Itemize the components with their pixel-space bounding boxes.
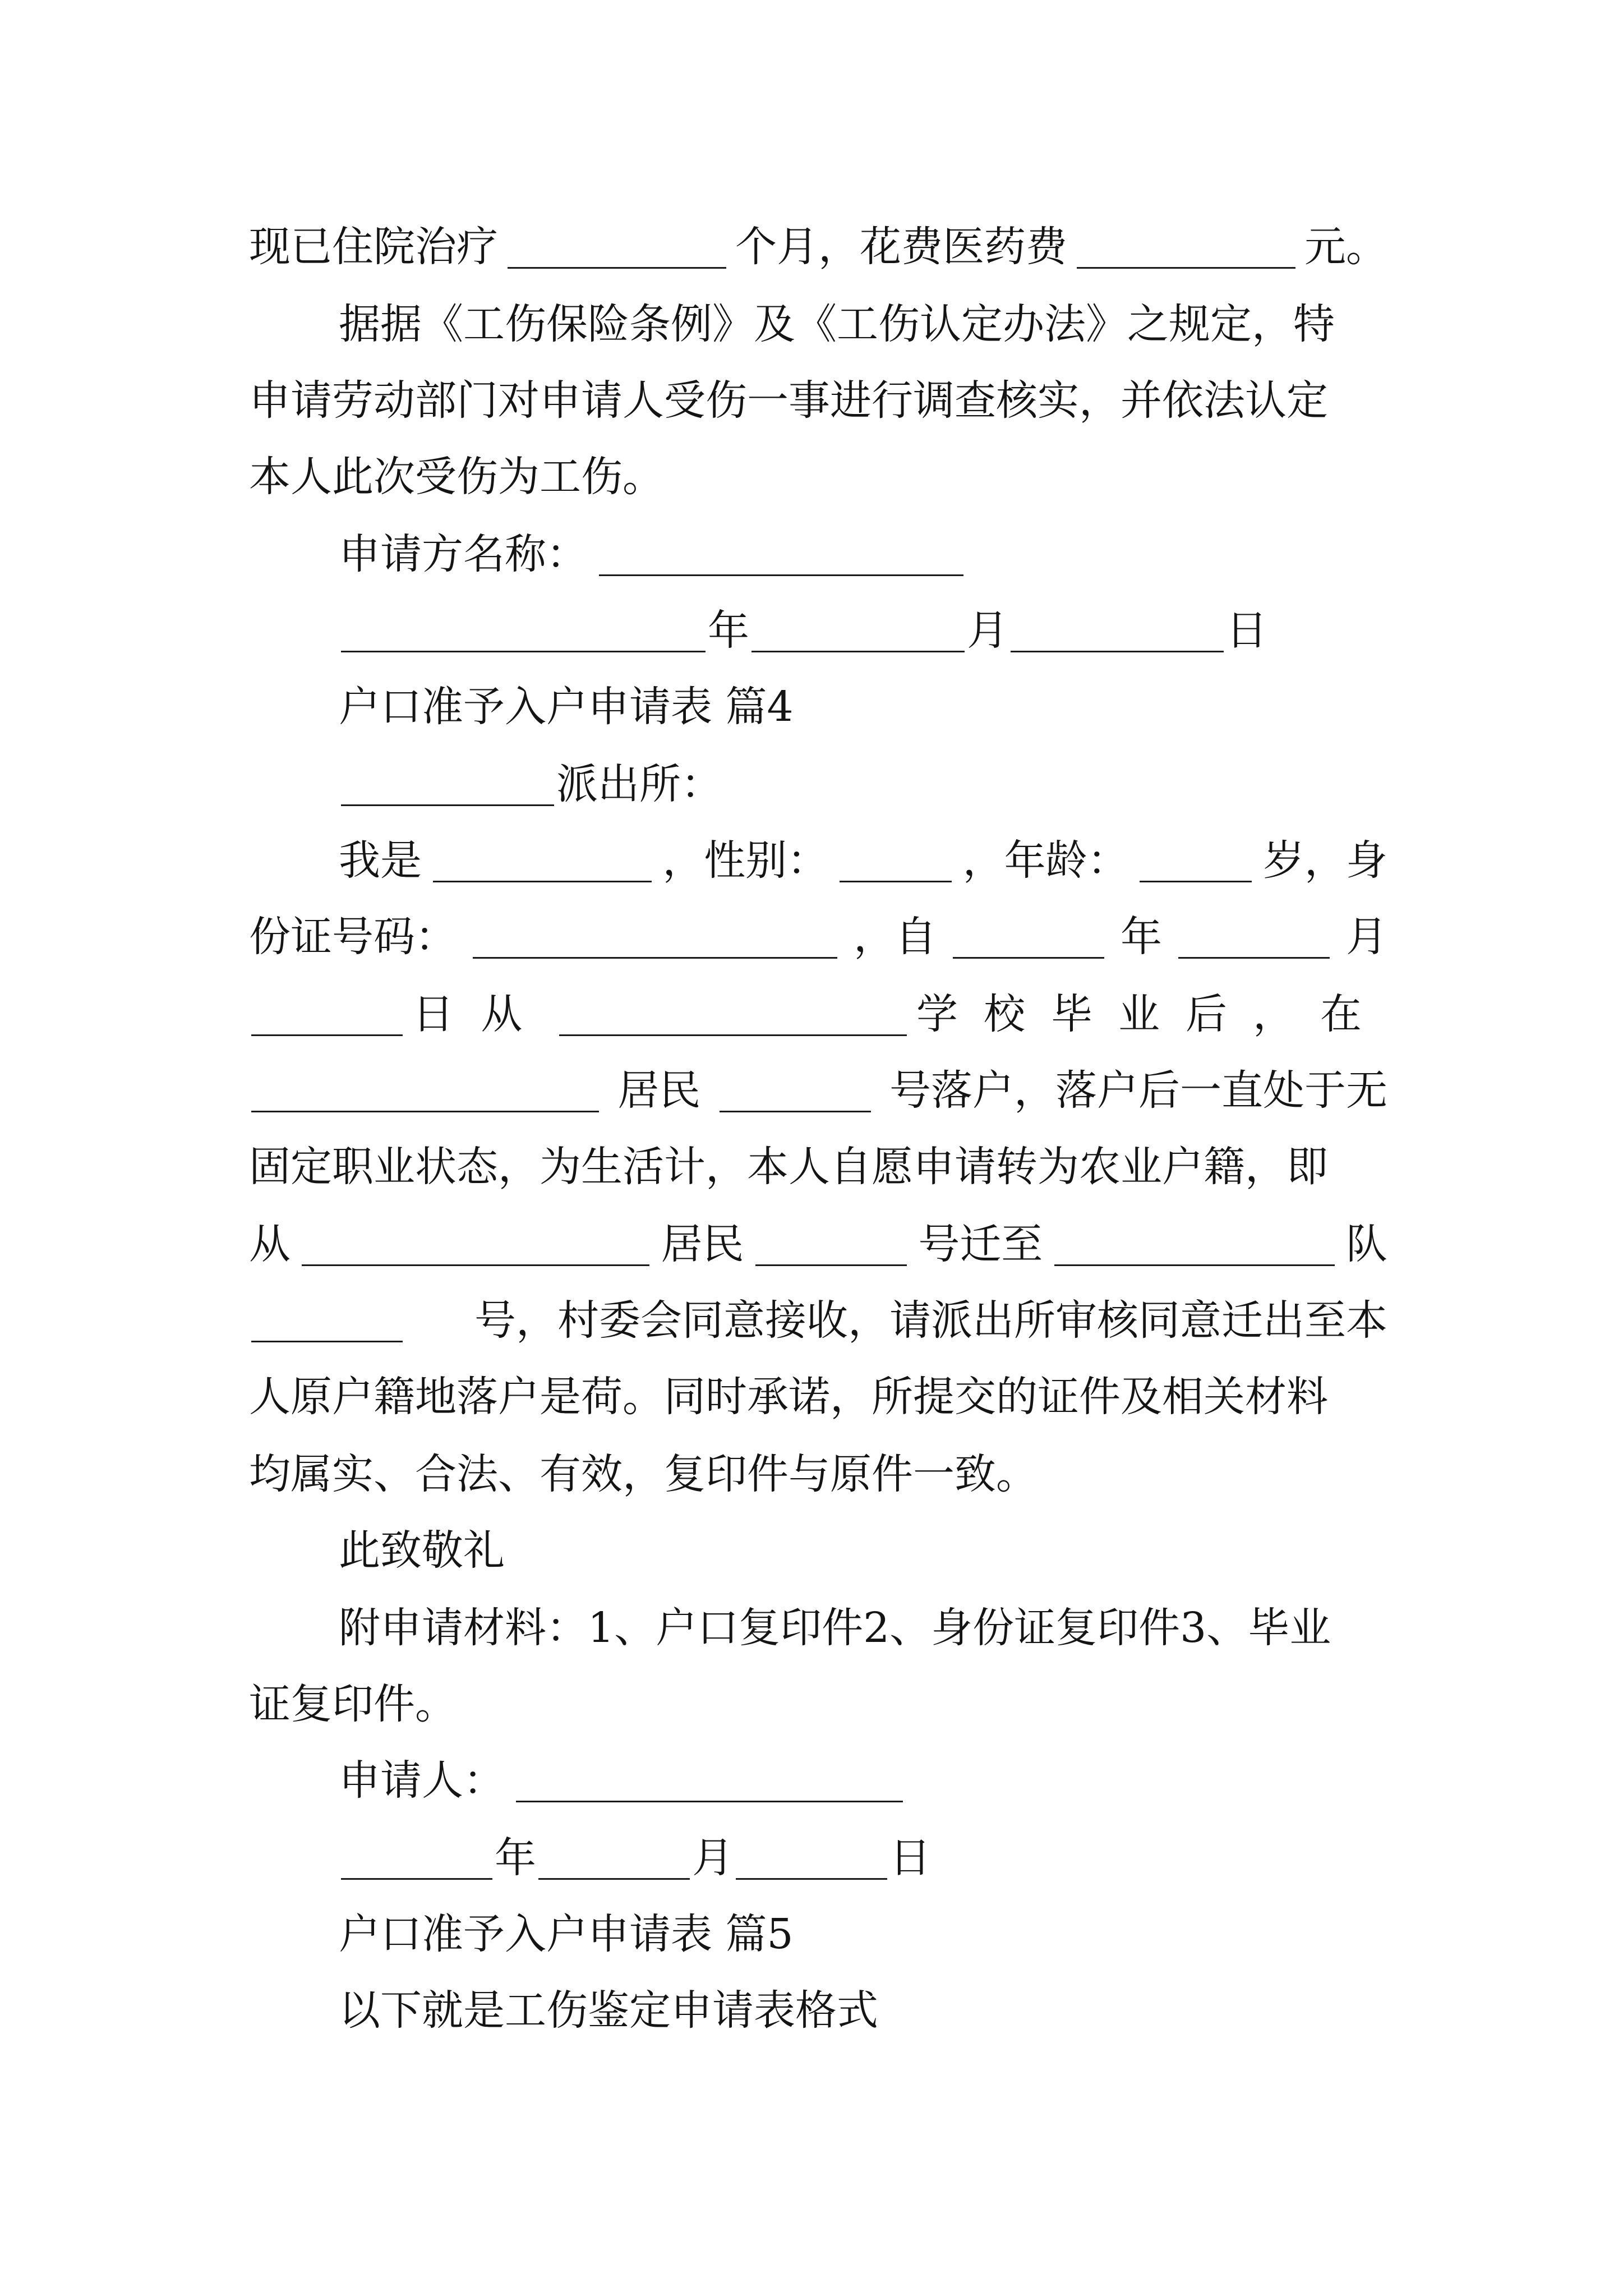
blank-field[interactable]: [1077, 234, 1295, 269]
team-field[interactable]: [1054, 1232, 1335, 1266]
text-segment: 居民: [617, 1066, 701, 1115]
text-segment: 固定职业状态，为生活计，本人自愿申请转为农业户籍，即: [249, 1143, 1328, 1191]
blank-field[interactable]: [508, 234, 726, 269]
name-field[interactable]: [433, 848, 652, 882]
school-field[interactable]: [559, 1002, 907, 1036]
text-line: [339, 1972, 1387, 2049]
month-field[interactable]: [538, 1846, 690, 1880]
text-segment: ，年龄：: [962, 836, 1129, 885]
year-field[interactable]: [341, 1846, 492, 1880]
gender-field[interactable]: [840, 848, 952, 882]
text-segment: 居民: [661, 1220, 744, 1268]
number-field[interactable]: [251, 1308, 403, 1342]
text-line: [339, 746, 1387, 822]
text-line: [339, 1512, 1387, 1589]
text-segment: 申请劳动部门对申请人受伤一事进行调查核实，并依法认定: [249, 376, 1328, 425]
text-segment: ，性别：: [662, 836, 829, 885]
day-field[interactable]: [251, 1002, 403, 1036]
age-field[interactable]: [1140, 848, 1252, 882]
text-segment: 以下就是工伤鉴定申请表格式: [339, 1986, 878, 2035]
text-line: [339, 1590, 1387, 1666]
text-line: [249, 1436, 1387, 1512]
section-title: 户口准予入户申请表 篇5: [339, 1910, 794, 1958]
address-field[interactable]: [302, 1232, 649, 1266]
text-line: [249, 899, 1387, 975]
text-segment: 年: [1121, 913, 1162, 961]
applicant-label: 申请人：: [339, 1756, 505, 1805]
text-line: [249, 362, 1387, 439]
date-line: [339, 1820, 1387, 1896]
text-line: [249, 1359, 1387, 1435]
text-line: [339, 516, 1387, 592]
text-segment: ，自: [854, 913, 937, 961]
section-title: 户口准予入户申请表 篇4: [339, 683, 794, 731]
applicant-name-field[interactable]: [599, 542, 963, 576]
number-field[interactable]: [755, 1232, 907, 1266]
number-field[interactable]: [720, 1078, 871, 1112]
month-field[interactable]: [1178, 924, 1330, 959]
text-segment: 月: [692, 1834, 734, 1882]
text-segment: 岁，身: [1262, 836, 1387, 885]
text-segment: 均属实、合法、有效，复印件与原件一致。: [249, 1450, 1038, 1498]
closing-salutation: 此致敬礼: [339, 1526, 505, 1575]
text-segment: 日: [889, 1834, 931, 1882]
attachments-text: 附申请材料：1、户口复印件2、身份证复印件3、毕业: [339, 1604, 1331, 1652]
text-segment: 月: [967, 606, 1008, 655]
text-segment: 号落户，落户后一直处于无: [889, 1066, 1387, 1115]
address-field[interactable]: [251, 1078, 599, 1112]
text-line: [249, 976, 1387, 1052]
text-segment: 年: [495, 1834, 536, 1882]
text-line: [339, 286, 1387, 362]
text-line: [249, 1129, 1387, 1205]
id-number-field[interactable]: [473, 924, 837, 959]
day-field[interactable]: [1011, 618, 1224, 652]
text-segment: 现已住院治疗: [249, 223, 498, 271]
text-line: [249, 209, 1387, 285]
text-line: [249, 1666, 1387, 1742]
year-field[interactable]: [341, 618, 706, 652]
text-segment: 证复印件。: [249, 1680, 457, 1728]
text-segment: 年: [708, 606, 749, 655]
year-field[interactable]: [953, 924, 1104, 959]
applicant-name-label: 申请方名称：: [339, 530, 588, 578]
date-line: [339, 592, 1387, 669]
text-segment: 据据《工伤保险条例》及《工伤认定办法》之规定，特: [339, 300, 1335, 348]
text-line: [339, 822, 1387, 899]
text-segment: 号，村委会同意接收，请派出所审核同意迁出至本: [474, 1296, 1387, 1345]
section-heading: [339, 1896, 1387, 1972]
text-line: [249, 1206, 1387, 1282]
month-field[interactable]: [751, 618, 965, 652]
text-segment: 月: [1346, 913, 1387, 961]
text-segment: 个月，花费医药费: [735, 223, 1067, 271]
text-segment: 学校毕业后，在: [916, 990, 1387, 1038]
text-line: [339, 1742, 1387, 1819]
text-segment: 我是: [339, 836, 422, 885]
section-heading: [339, 669, 1387, 745]
text-segment: 日: [1226, 606, 1267, 655]
day-field[interactable]: [736, 1846, 887, 1880]
text-line: [249, 439, 1387, 515]
text-segment: 日从: [412, 990, 550, 1038]
text-segment: 份证号码：: [249, 913, 457, 961]
text-segment: 号迁至: [918, 1220, 1043, 1268]
text-segment: 元。: [1304, 223, 1387, 271]
applicant-field[interactable]: [516, 1768, 903, 1802]
text-line: [249, 1282, 1387, 1359]
text-segment: 人原户籍地落户是荷。同时承诺，所提交的证件及相关材料: [249, 1373, 1328, 1421]
police-station-field[interactable]: [341, 772, 554, 806]
text-segment: 本人此次受伤为工伤。: [249, 453, 664, 501]
text-segment: 派出所：: [556, 760, 722, 808]
text-segment: 从: [249, 1220, 291, 1268]
text-segment: 队: [1345, 1220, 1387, 1268]
text-line: [249, 1052, 1387, 1129]
